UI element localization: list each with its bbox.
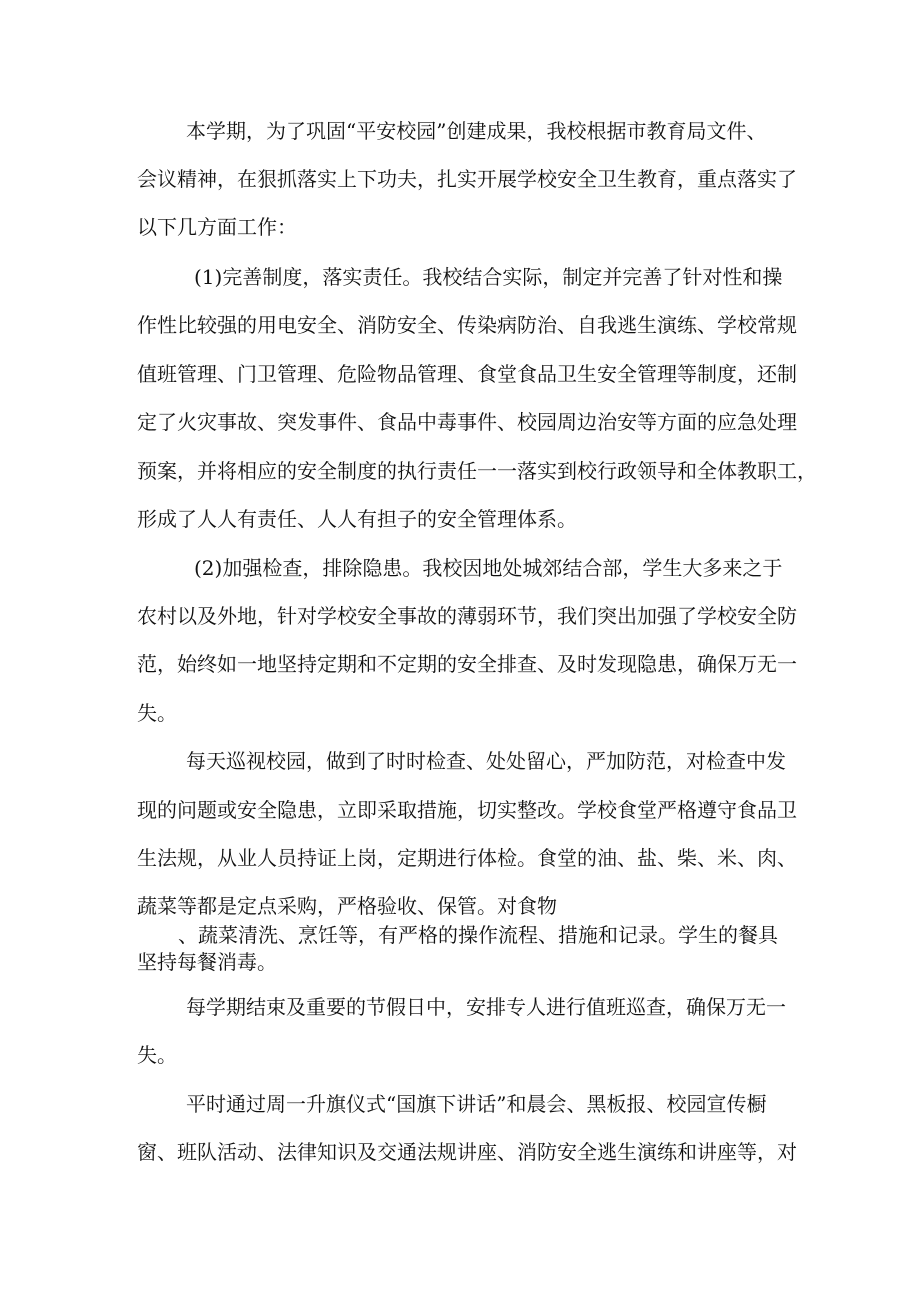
text-line: 本学期，为了巩固“平安校园”创建成果，我校根据市教育局文件、 [186, 119, 767, 143]
text-line: 值班管理、门卫管理、危险物品管理、食堂食品卫生安全管理等制度，还制 [137, 362, 797, 386]
text-line: 、蔬菜清洗、烹饪等，有严格的操作流程、措施和记录。学生的餐具 [178, 923, 778, 947]
text-line: 蔬菜等都是定点采购，严格验收、保管。对食物 [137, 894, 557, 918]
text-line: 定了火灾事故、突发事件、食品中毒事件、校园周边治安等方面的应急处理 [137, 410, 797, 434]
text-line: 农村以及外地，针对学校安全事故的薄弱环节，我们突出加强了学校安全防 [137, 604, 797, 628]
text-line: (2)加强检查，排除隐患。我校因地处城郊结合部，学生大多来之于 [194, 556, 783, 580]
text-line: 每天巡视校园，做到了时时检查、处处留心，严加防范，对检查中发 [186, 749, 786, 773]
text-line: (1)完善制度，落实责任。我校结合实际，制定并完善了针对性和操 [194, 265, 783, 289]
text-line: 平时通过周一升旗仪式“国旗下讲话”和晨会、黑板报、校园宣传橱 [186, 1092, 767, 1116]
text-line: 窗、班队活动、法律知识及交通法规讲座、消防安全逃生演练和讲座等，对 [137, 1140, 797, 1164]
text-line: 失。 [137, 701, 177, 725]
text-line: 预案，并将相应的安全制度的执行责任一一落实到校行政领导和全体教职工， [137, 459, 817, 483]
text-line: 每学期结束及重要的节假日中，安排专人进行值班巡查，确保万无一 [186, 995, 786, 1019]
text-line: 作性比较强的用电安全、消防安全、传染病防治、自我逃生演练、学校常规 [137, 313, 797, 337]
text-line: 以下几方面工作： [137, 215, 297, 239]
text-line: 范，始终如一地坚持定期和不定期的安全排查、及时发现隐患，确保万无一 [137, 652, 797, 676]
text-line: 会议精神，在狠抓落实上下功夫，扎实开展学校安全卫生教育，重点落实了 [137, 167, 797, 191]
text-line: 失。 [137, 1043, 177, 1067]
text-line: 现的问题或安全隐患，立即采取措施，切实整改。学校食堂严格遵守食品卫 [137, 798, 797, 822]
text-line: 坚持每餐消毒。 [137, 950, 277, 974]
text-line: 生法规，从业人员持证上岗，定期进行体检。食堂的油、盐、柴、米、肉、 [137, 846, 797, 870]
text-line: 形成了人人有责任、人人有担子的安全管理体系。 [137, 507, 577, 531]
